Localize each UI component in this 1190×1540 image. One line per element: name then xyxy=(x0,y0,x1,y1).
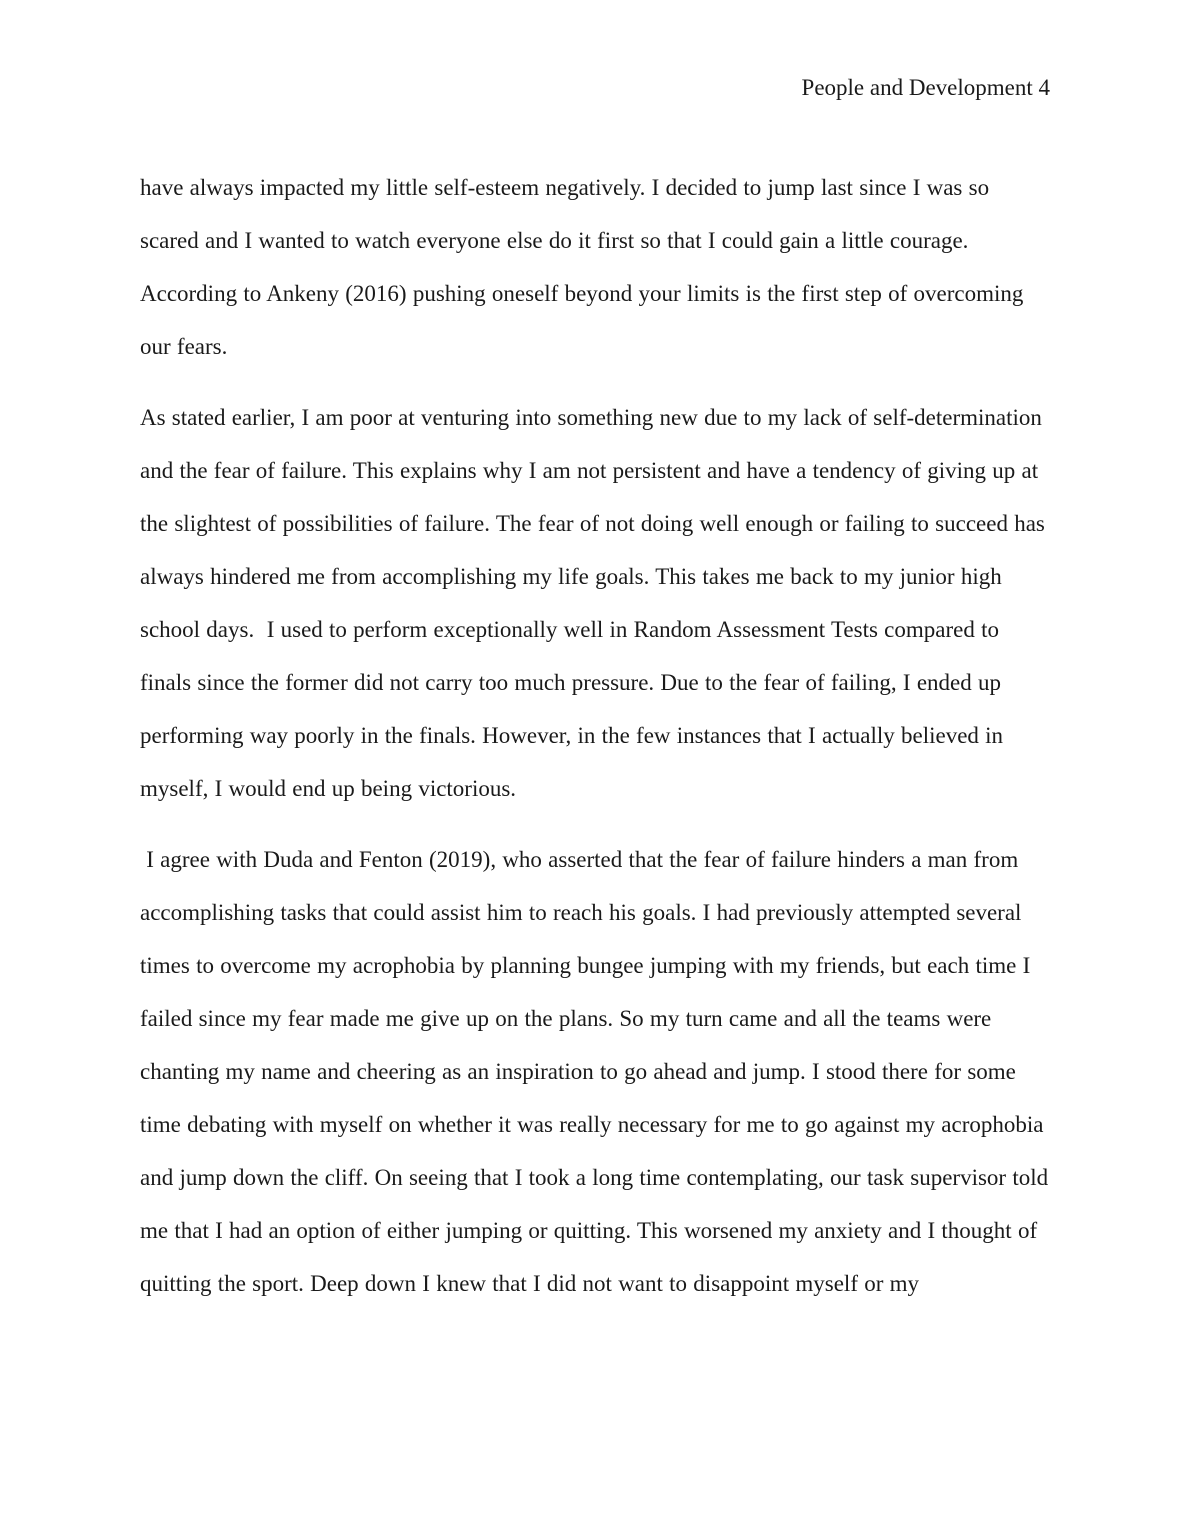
document-body xyxy=(140,101,1055,1310)
page-header xyxy=(140,0,1050,101)
paragraph: As stated earlier, I am poor at venturing into something new due to my lack of self-determination and the fear of failure. This explains why I am not persistent and have a tendency of giving up at the slightest of possibilities of failure. The fear of not doing well enough or failing to succeed has always hindered me from accomplishing my life goals. This takes me back to my junior high school days. I used to perform exceptionally well in Random Assessment Tests compared to finals since the former did not carry too much pressure. Due to the fear of failing, I ended up performing way poorly in the finals. However, in the few instances that I actually believed in myself, I would end up being victorious. xyxy=(140,405,1052,801)
running-head: People and Development 4 xyxy=(801,75,1050,100)
paragraph: have always impacted my little self-esteem negatively. I decided to jump last since I was so scared and I wanted to watch everyone else do it first so that I could gain a little courage. According to Ankeny (2016) pushing oneself beyond your limits is the first step of overcoming our fears. xyxy=(140,175,1030,359)
paragraph: I agree with Duda and Fenton (2019), who asserted that the fear of failure hinders a man from accomplishing tasks that could assist him to reach his goals. I had previously attempted several times to overcome my acrophobia by planning bungee jumping with my friends, but each time I failed since my fear made me give up on the plans. So my turn came and all the teams were chanting my name and cheering as an inspiration to go ahead and jump. I stood there for some time debating with myself on whether it was really necessary for me to go against my acrophobia and jump down the cliff. On seeing that I took a long time contemplating, our task supervisor told me that I had an option of either jumping or quitting. This worsened my anxiety and I thought of quitting the sport. Deep down I knew that I did not want to disappoint myself or my xyxy=(140,847,1055,1296)
